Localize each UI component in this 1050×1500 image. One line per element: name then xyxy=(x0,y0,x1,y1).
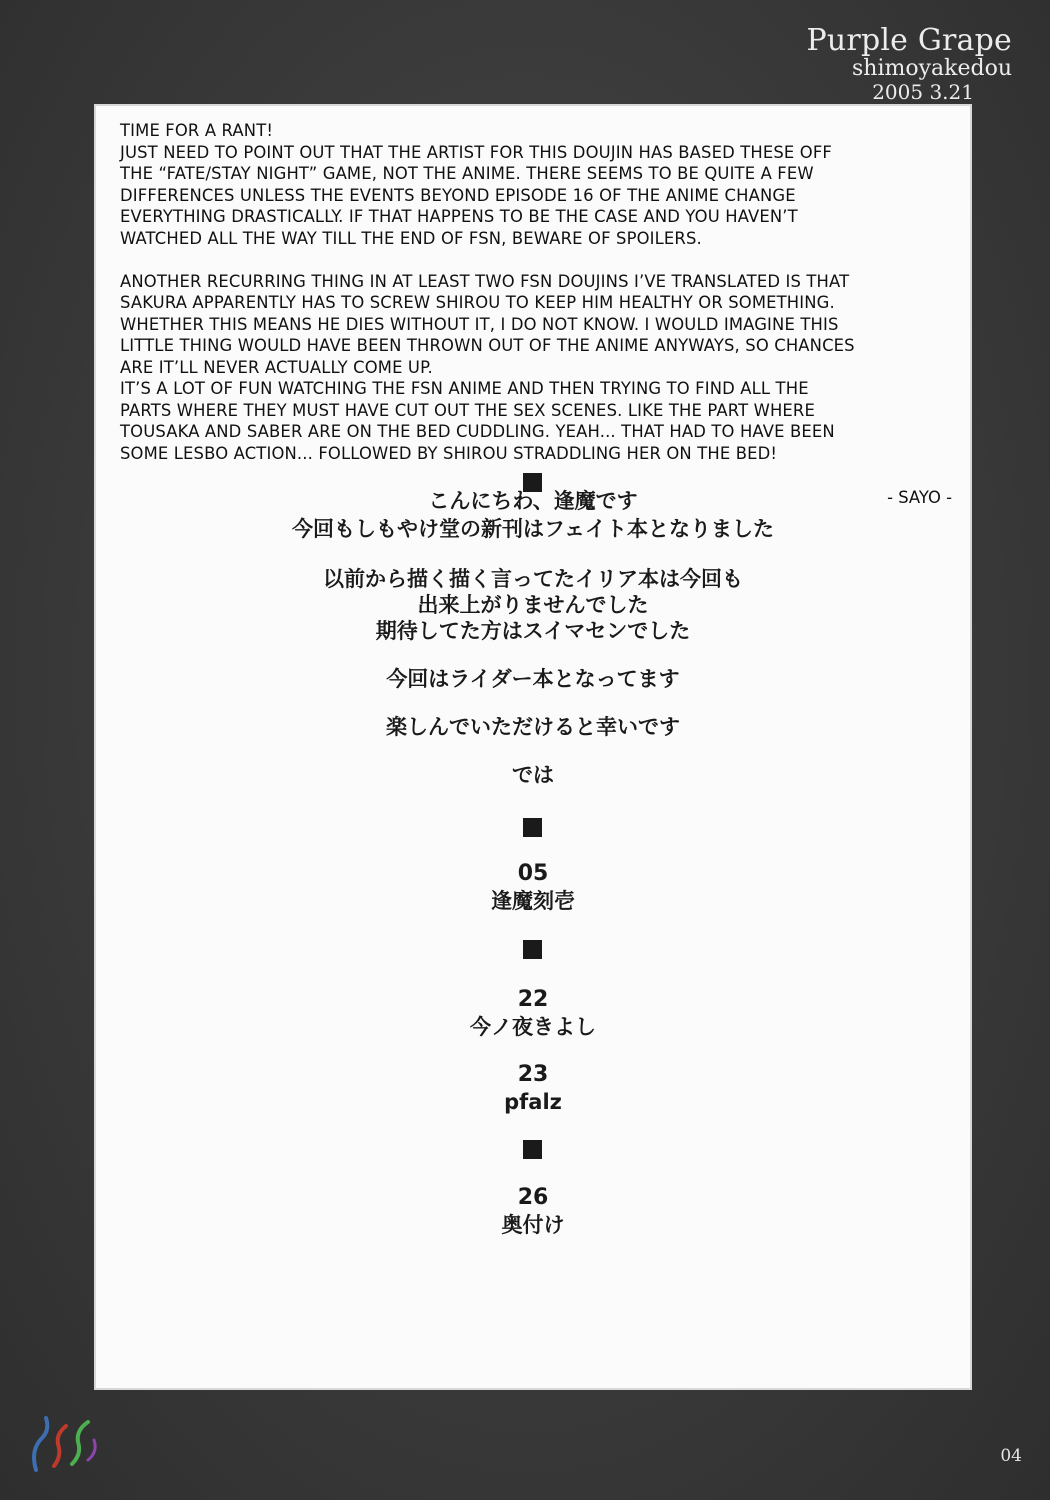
afterword-line: 期待してた方はスイマセンでした xyxy=(375,619,691,643)
contents-title: 奥付け xyxy=(501,1213,565,1237)
publication-date: 2005 3.21 xyxy=(872,80,974,104)
rant-paragraph-3: IT’S A LOT OF FUN WATCHING THE FSN ANIME AND THEN TRYING TO FIND ALL THE PARTS WHERE THEY MUST HAVE CUT OUT THE SEX SCENES. LIKE THE PART WHERE TOUSAKA AND SABER ARE ON THE BED CUDDLING. YEAH... THAT HAD TO HAVE BEEN SOME LESBO ACTION... FOLLOWED BY SHIROU STRADDLING HER ON THE BED! xyxy=(120,379,835,463)
contents-title: 今ノ夜きよし xyxy=(470,1015,596,1039)
afterword-line: 今回もしもやけ堂の新刊はフェイト本となりました xyxy=(292,517,774,541)
book-title: Purple Grape xyxy=(806,23,1012,58)
contents-page-number: 05 xyxy=(517,861,549,886)
afterword-line: こんにちわ、逢魔です xyxy=(428,489,638,513)
rant-paragraph-2: ANOTHER RECURRING THING IN AT LEAST TWO FSN DOUJINS I’VE TRANSLATED IS THAT SAKURA APPARENTLY HAS TO SCREW SHIROU TO KEEP HIM HEALTHY OR SOMETHING. WHETHER THIS MEANS HE DIES WITHOUT IT, I DO NOT KNOW. I WOULD IMAGINE THIS LITTLE THING WOULD HAVE BEEN THROWN OUT OF THE ANIME ANYWAYS, SO CHANCES ARE IT’LL NEVER ACTUALLY COME UP. xyxy=(120,271,855,377)
circle-name: shimoyakedou xyxy=(852,56,1012,81)
page-number: 04 xyxy=(1000,1446,1022,1466)
contents-title: pfalz xyxy=(504,1090,562,1114)
content-panel xyxy=(94,104,972,1390)
afterword-line: 出来上がりませんでした xyxy=(417,593,649,617)
afterword-line: 今回はライダー本となってます xyxy=(386,667,680,691)
afterword-line: 楽しんでいただけると幸いです xyxy=(386,715,680,739)
square-bullet-icon xyxy=(523,818,542,837)
contents-page-number: 23 xyxy=(517,1062,549,1087)
square-bullet-icon xyxy=(523,1140,542,1159)
scanlator-logo-icon xyxy=(22,1400,112,1480)
contents-page-number: 22 xyxy=(517,987,549,1012)
afterword-line: 以前から描く描く言ってたイリア本は今回も xyxy=(323,567,743,591)
translator-signature: - SAYO - xyxy=(887,488,952,507)
afterword-line: では xyxy=(512,763,554,787)
contents-page-number: 26 xyxy=(517,1185,549,1210)
rant-paragraph-1: JUST NEED TO POINT OUT THAT THE ARTIST FOR THIS DOUJIN HAS BASED THESE OFF THE “FATE/STAY NIGHT” GAME, NOT THE ANIME. THERE SEEMS TO BE QUITE A FEW DIFFERENCES UNLESS THE EVENTS BEYOND EPISODE 16 OF THE ANIME CHANGE EVERYTHING DRASTICALLY. IF THAT HAPPENS TO BE THE CASE AND YOU HAVEN’T WATCHED ALL THE WAY TILL THE END OF FSN, BEWARE OF SPOILERS. xyxy=(120,142,832,248)
rant-heading: TIME FOR A RANT! xyxy=(120,121,274,140)
square-bullet-icon xyxy=(523,940,542,959)
book-header xyxy=(752,23,1012,104)
translator-note xyxy=(120,120,960,464)
contents-title: 逢魔刻壱 xyxy=(491,889,575,913)
